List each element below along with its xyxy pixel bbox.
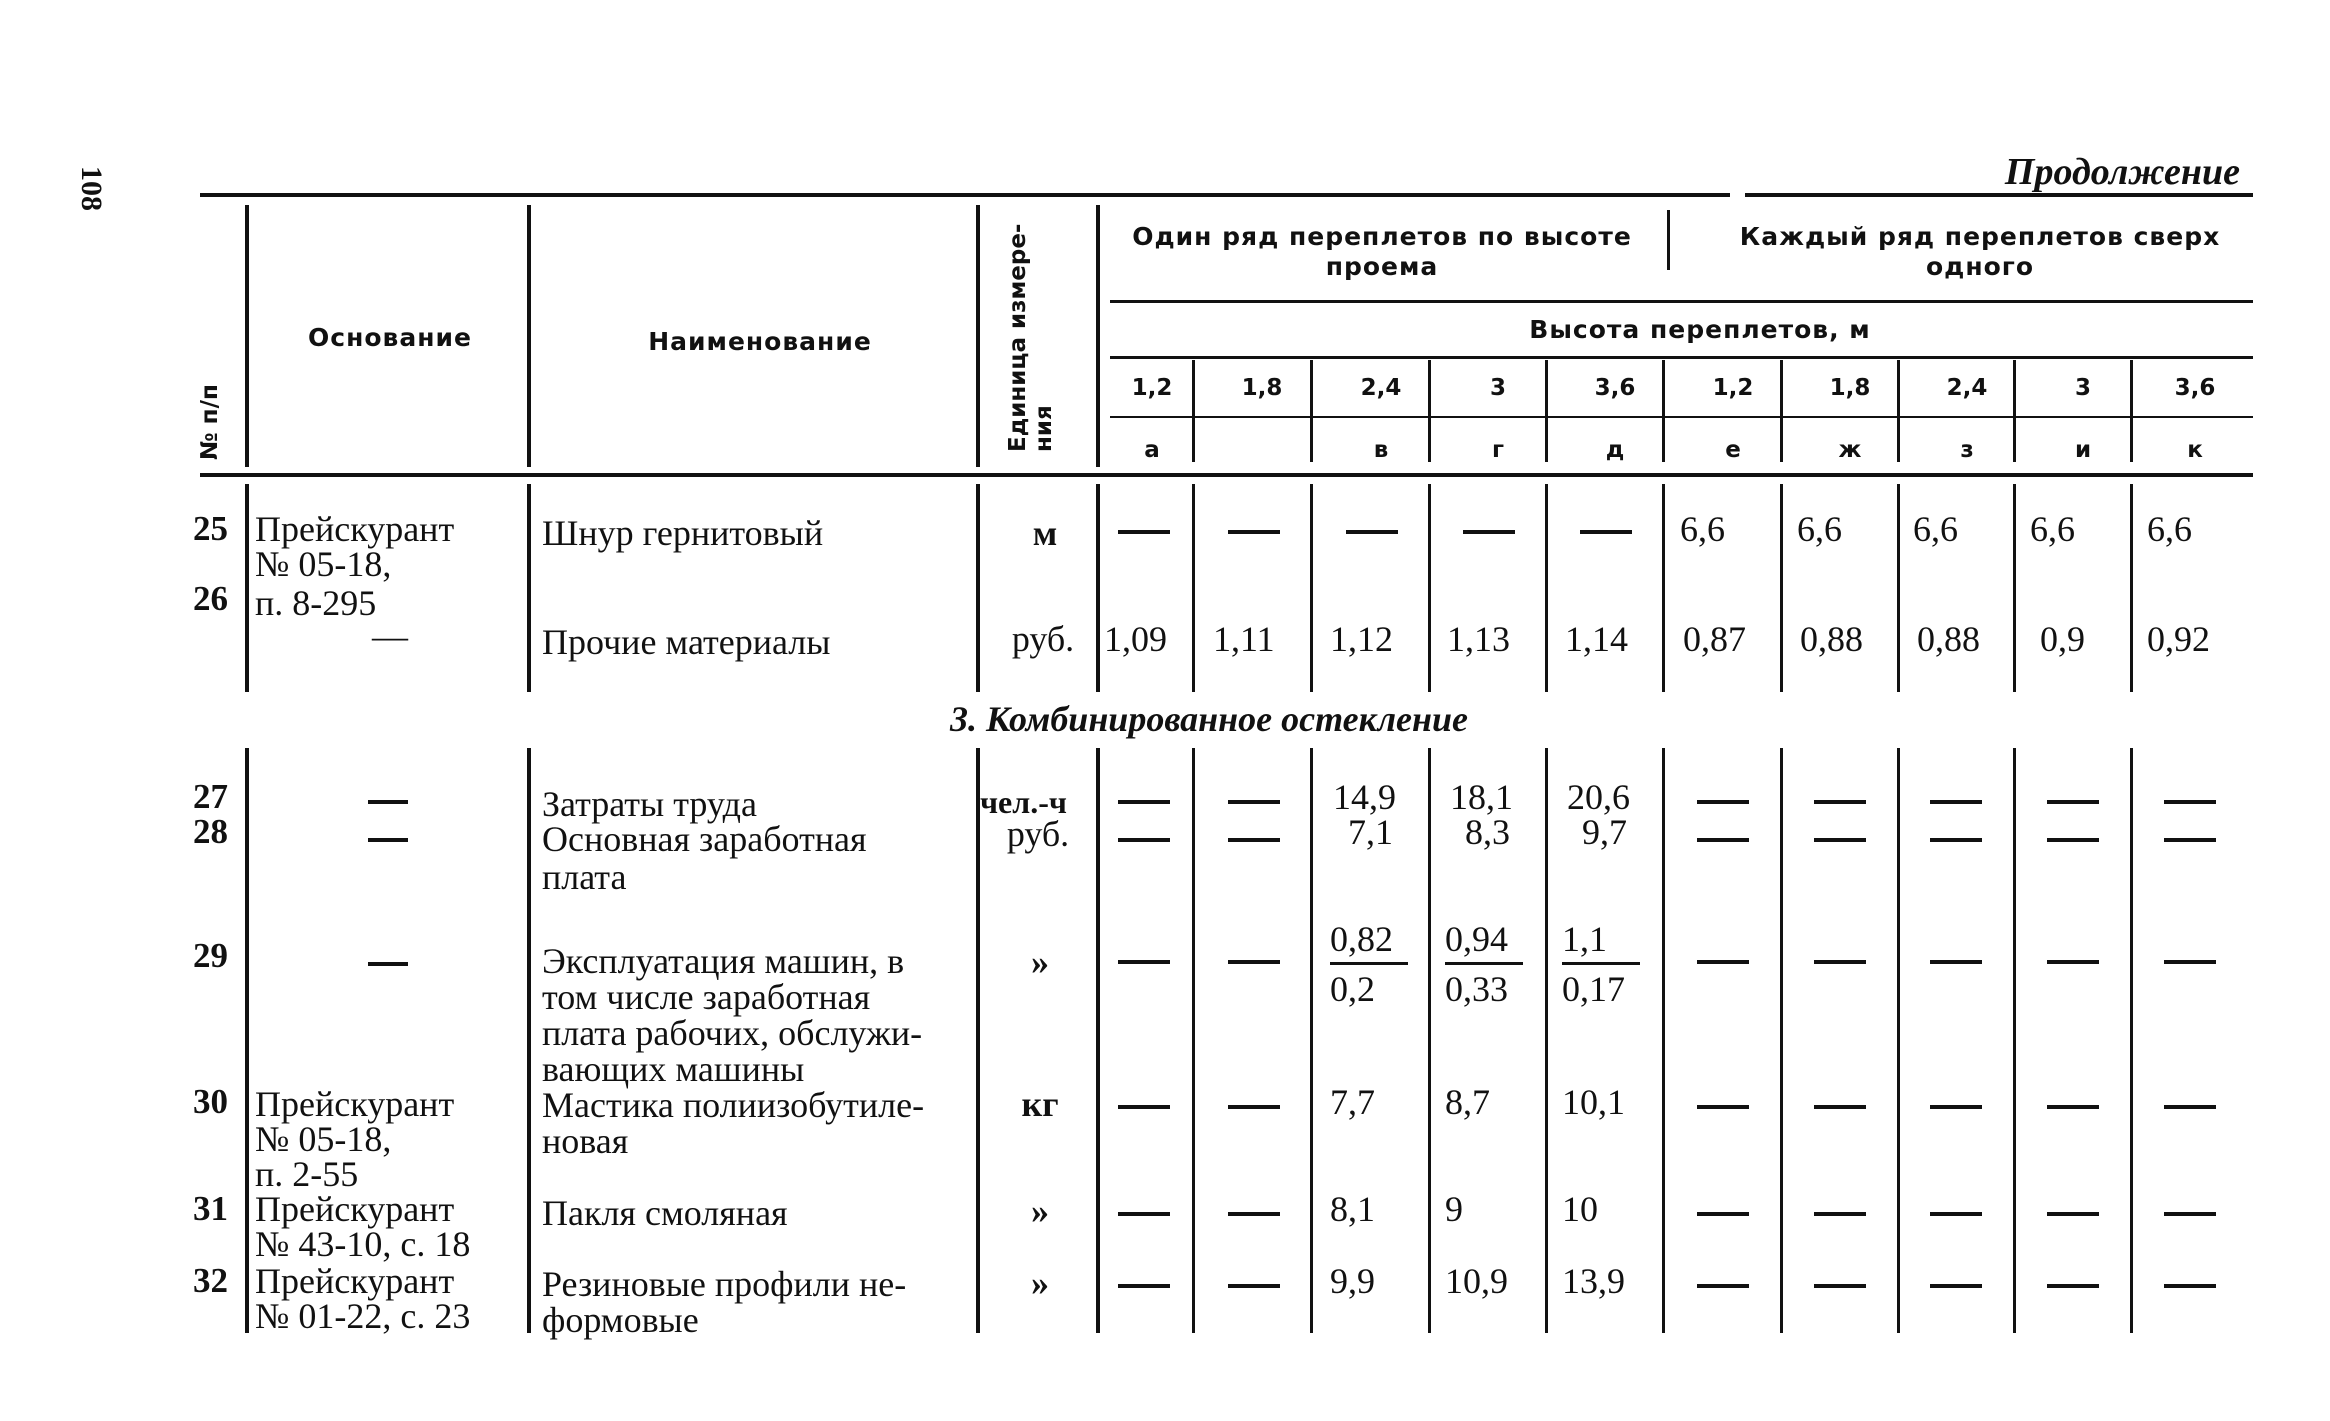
- row-29-no: 29: [193, 936, 228, 975]
- header-one-row: Один ряд переплетов по высоте проема: [1132, 222, 1632, 281]
- b1-vline-1: [245, 484, 249, 692]
- row-30-val-d: 8,7: [1445, 1082, 1490, 1122]
- header-unit: Единица измере-ния: [1005, 223, 1057, 452]
- b1-vline-9: [1662, 484, 1665, 692]
- b1-vline-10: [1780, 484, 1783, 692]
- row-26-val-j: 0,92: [2147, 619, 2210, 659]
- vline-2: [527, 205, 531, 467]
- row-27-dash-j: [2164, 800, 2216, 804]
- row-29-dash-i: [2047, 960, 2099, 964]
- row-25-val-f: 6,6: [1680, 509, 1725, 549]
- row-26-val-f: 0,87: [1683, 619, 1746, 659]
- row-29-dash-f: [1697, 960, 1749, 964]
- hvl-6: [1780, 360, 1783, 462]
- continuation-label: Продолжение: [2004, 151, 2240, 193]
- row-31-val-e: 10: [1562, 1189, 1598, 1229]
- row-26-name: Прочие материалы: [542, 622, 831, 662]
- row-26-no: 26: [193, 579, 228, 618]
- row-29-dash-a: [1118, 960, 1170, 964]
- b2-vline-9: [1662, 748, 1665, 1333]
- row-26-val-h: 0,88: [1917, 619, 1980, 659]
- height-col-e: 3,6: [1594, 375, 1636, 401]
- row-26-val-b: 1,11: [1213, 619, 1275, 659]
- row-28-dash-b: [1228, 838, 1280, 842]
- row-29-dash-h: [1930, 960, 1982, 964]
- row-29-frac-d: [1445, 962, 1523, 965]
- row-28-dash-i: [2047, 838, 2099, 842]
- b1-vline-6: [1310, 484, 1313, 692]
- row-28-val-d: 8,3: [1465, 812, 1510, 852]
- row-28-dash-a: [1118, 838, 1170, 842]
- row-32-dash-g: [1814, 1284, 1866, 1288]
- height-col-j: 3,6: [2174, 375, 2216, 401]
- row-30-no: 30: [193, 1082, 228, 1121]
- row-30-dash-f: [1697, 1105, 1749, 1109]
- row-28-val-c: 7,1: [1348, 812, 1393, 852]
- row-27-dash-h: [1930, 800, 1982, 804]
- hvl-2: [1310, 360, 1313, 462]
- heights-rule: [1110, 356, 2253, 359]
- row-27-dash-a: [1118, 800, 1170, 804]
- letters-rule: [1110, 416, 2253, 418]
- row-27-unit: чел.-ч: [980, 784, 1067, 820]
- row-30-dash-j: [2164, 1105, 2216, 1109]
- height-col-i: 3: [2074, 375, 2091, 401]
- row-28-basis-dash: [368, 838, 408, 842]
- row-29-dash-g: [1814, 960, 1866, 964]
- row-30-name: Мастика полиизобутиле- новая: [542, 1085, 925, 1161]
- row-30-dash-h: [1930, 1105, 1982, 1109]
- row-29-sub-c: 0,2: [1330, 969, 1375, 1009]
- hvl-7: [1897, 360, 1900, 462]
- b2-vline-2: [527, 748, 531, 1333]
- b2-vline-10: [1780, 748, 1783, 1333]
- row-29-sub-e: 0,17: [1562, 969, 1625, 1009]
- height-rule: [1110, 300, 2253, 303]
- row-32-val-d: 10,9: [1445, 1261, 1508, 1301]
- row-31-basis: Прейскурант № 43-10, с. 18: [255, 1189, 471, 1264]
- b1-vline-12: [2013, 484, 2016, 692]
- row-30-basis: Прейскурант № 05-18, п. 2-55: [255, 1084, 455, 1194]
- row-30-val-e: 10,1: [1562, 1082, 1625, 1122]
- row-32-dash-h: [1930, 1284, 1982, 1288]
- letter-col-a: а: [1144, 437, 1160, 463]
- row-31-dash-b: [1228, 1212, 1280, 1216]
- row-27-dash-b: [1228, 800, 1280, 804]
- row-28-unit: руб.: [1006, 814, 1070, 854]
- row-27-val-e: 20,6: [1567, 777, 1630, 817]
- vline-split: [1667, 210, 1670, 270]
- row-32-val-e: 13,9: [1562, 1261, 1625, 1301]
- header-bottom-rule: [200, 473, 2253, 477]
- row-32-basis: Прейскурант № 01-22, с. 23: [255, 1261, 471, 1336]
- row-25-basis: Прейскурант № 05-18,: [255, 509, 455, 584]
- row-32-dash-j: [2164, 1284, 2216, 1288]
- row-25-val-g: 6,6: [1797, 509, 1842, 549]
- header-height: Высота переплетов, м: [1529, 315, 1871, 344]
- row-25-dash-c: [1346, 530, 1398, 534]
- b1-vline-4: [1096, 484, 1100, 692]
- b1-vline-13: [2130, 484, 2133, 692]
- row-27-dash-g: [1814, 800, 1866, 804]
- row-26-val-g: 0,88: [1800, 619, 1863, 659]
- row-31-no: 31: [193, 1189, 228, 1228]
- row-27-dash-f: [1697, 800, 1749, 804]
- header-basis: Основание: [308, 323, 472, 352]
- row-27-dash-i: [2047, 800, 2099, 804]
- row-31-dash-h: [1930, 1212, 1982, 1216]
- b2-vline-11: [1897, 748, 1900, 1333]
- row-29-val-c: 0,82: [1330, 919, 1393, 959]
- row-31-dash-a: [1118, 1212, 1170, 1216]
- row-28-dash-f: [1697, 838, 1749, 842]
- row-32-name: Резиновые профили не- формовые: [542, 1264, 907, 1340]
- row-30-dash-a: [1118, 1105, 1170, 1109]
- b1-vline-2: [527, 484, 531, 692]
- row-26-basis: п. 8-295: [255, 583, 377, 623]
- row-31-dash-i: [2047, 1212, 2099, 1216]
- row-26-basis-dash: —: [372, 616, 408, 656]
- b2-vline-8: [1545, 748, 1548, 1333]
- letter-col-d: г: [1491, 437, 1505, 463]
- height-col-g: 1,8: [1829, 375, 1871, 401]
- row-26-val-a: 1,09: [1104, 619, 1167, 659]
- row-29-name: Эксплуатация машин, в том числе заработная плата рабочих, обслужи- вающих машины: [542, 941, 923, 1089]
- b2-vline-12: [2013, 748, 2016, 1333]
- hvl-3: [1428, 360, 1431, 462]
- row-28-val-e: 9,7: [1582, 812, 1627, 852]
- row-32-dash-b: [1228, 1284, 1280, 1288]
- row-27-basis-dash: [368, 800, 408, 804]
- height-col-d: 3: [1489, 375, 1506, 401]
- row-28-dash-g: [1814, 838, 1866, 842]
- top-rule-right: [1745, 193, 2253, 197]
- row-27-name: Затраты труда: [542, 784, 757, 824]
- row-30-dash-i: [2047, 1105, 2099, 1109]
- letter-col-j: к: [2187, 437, 2203, 463]
- height-col-h: 2,4: [1946, 375, 1988, 401]
- row-29-frac-c: [1330, 962, 1408, 965]
- row-26-val-e: 1,14: [1565, 619, 1628, 659]
- row-31-val-d: 9: [1445, 1189, 1463, 1229]
- row-25-dash-d: [1463, 530, 1515, 534]
- vline-3: [976, 205, 980, 467]
- row-31-name: Пакля смоляная: [542, 1193, 788, 1233]
- row-25-unit: м: [1032, 513, 1058, 553]
- row-31-unit: »: [1031, 1191, 1049, 1231]
- row-25-val-j: 6,6: [2147, 509, 2192, 549]
- letter-col-e: д: [1605, 437, 1625, 463]
- row-29-sub-d: 0,33: [1445, 969, 1508, 1009]
- b2-vline-5: [1192, 748, 1195, 1333]
- letter-col-f: е: [1725, 437, 1741, 463]
- row-25-no: 25: [193, 509, 228, 548]
- row-32-dash-i: [2047, 1284, 2099, 1288]
- hvl-4: [1545, 360, 1548, 462]
- row-25-name: Шнур гернитовый: [542, 513, 824, 553]
- row-29-frac-e: [1562, 962, 1640, 965]
- vline-1: [245, 205, 249, 467]
- row-29-val-d: 0,94: [1445, 919, 1508, 959]
- row-30-unit: кг: [1021, 1084, 1059, 1124]
- row-32-unit: »: [1031, 1263, 1049, 1303]
- row-32-dash-f: [1697, 1284, 1749, 1288]
- top-rule-left: [200, 193, 1730, 197]
- row-31-val-c: 8,1: [1330, 1189, 1375, 1229]
- row-25-val-i: 6,6: [2030, 509, 2075, 549]
- row-27-val-c: 14,9: [1333, 777, 1396, 817]
- row-31-dash-f: [1697, 1212, 1749, 1216]
- height-col-f: 1,2: [1712, 375, 1754, 401]
- vline-4: [1096, 205, 1100, 467]
- b2-vline-3: [976, 748, 980, 1333]
- row-26-val-i: 0,9: [2040, 619, 2085, 659]
- header-each-row: Каждый ряд переплетов сверх одного: [1739, 222, 2221, 281]
- row-25-dash-e: [1580, 530, 1632, 534]
- b1-vline-11: [1897, 484, 1900, 692]
- row-30-dash-b: [1228, 1105, 1280, 1109]
- height-col-c: 2,4: [1360, 375, 1402, 401]
- hvl-9: [2130, 360, 2133, 462]
- hvl-8: [2013, 360, 2016, 462]
- height-col-b: 1,8: [1241, 375, 1283, 401]
- letter-col-g: ж: [1838, 437, 1862, 463]
- row-27-no: 27: [193, 777, 228, 816]
- row-32-dash-a: [1118, 1284, 1170, 1288]
- letter-col-c: в: [1373, 437, 1389, 463]
- b2-vline-4: [1096, 748, 1100, 1333]
- letter-col-h: з: [1960, 437, 1974, 463]
- section-title: 3. Комбинированное остекление: [950, 699, 1469, 739]
- row-26-val-c: 1,12: [1330, 619, 1393, 659]
- row-32-val-c: 9,9: [1330, 1261, 1375, 1301]
- row-31-dash-g: [1814, 1212, 1866, 1216]
- row-29-dash-j: [2164, 960, 2216, 964]
- header-row-no: № п/п: [197, 384, 223, 460]
- row-31-dash-j: [2164, 1212, 2216, 1216]
- row-29-basis-dash: [368, 962, 408, 966]
- row-29-unit: »: [1031, 942, 1049, 982]
- header-name: Наименование: [648, 327, 872, 356]
- row-28-dash-h: [1930, 838, 1982, 842]
- b2-vline-13: [2130, 748, 2133, 1333]
- b2-vline-6: [1310, 748, 1313, 1333]
- row-28-dash-j: [2164, 838, 2216, 842]
- row-28-name: Основная заработная плата: [542, 819, 867, 897]
- row-32-no: 32: [193, 1261, 228, 1300]
- row-28-no: 28: [193, 812, 228, 851]
- b1-vline-8: [1545, 484, 1548, 692]
- b1-vline-3: [976, 484, 980, 692]
- row-30-val-c: 7,7: [1330, 1082, 1375, 1122]
- b1-vline-5: [1192, 484, 1195, 692]
- row-29-dash-b: [1228, 960, 1280, 964]
- b2-vline-7: [1428, 748, 1431, 1333]
- row-25-dash-a: [1118, 530, 1170, 534]
- hvl-5: [1662, 360, 1665, 462]
- row-27-val-d: 18,1: [1450, 777, 1513, 817]
- row-30-dash-g: [1814, 1105, 1866, 1109]
- row-25-dash-b: [1228, 530, 1280, 534]
- b1-vline-7: [1428, 484, 1431, 692]
- b2-vline-1: [245, 748, 249, 1333]
- row-25-val-h: 6,6: [1913, 509, 1958, 549]
- height-col-a: 1,2: [1131, 375, 1173, 401]
- letter-col-i: и: [2074, 437, 2092, 463]
- row-26-val-d: 1,13: [1447, 619, 1510, 659]
- page-number: 108: [75, 166, 108, 211]
- row-29-val-e: 1,1: [1562, 919, 1607, 959]
- row-26-unit: руб.: [1011, 619, 1075, 659]
